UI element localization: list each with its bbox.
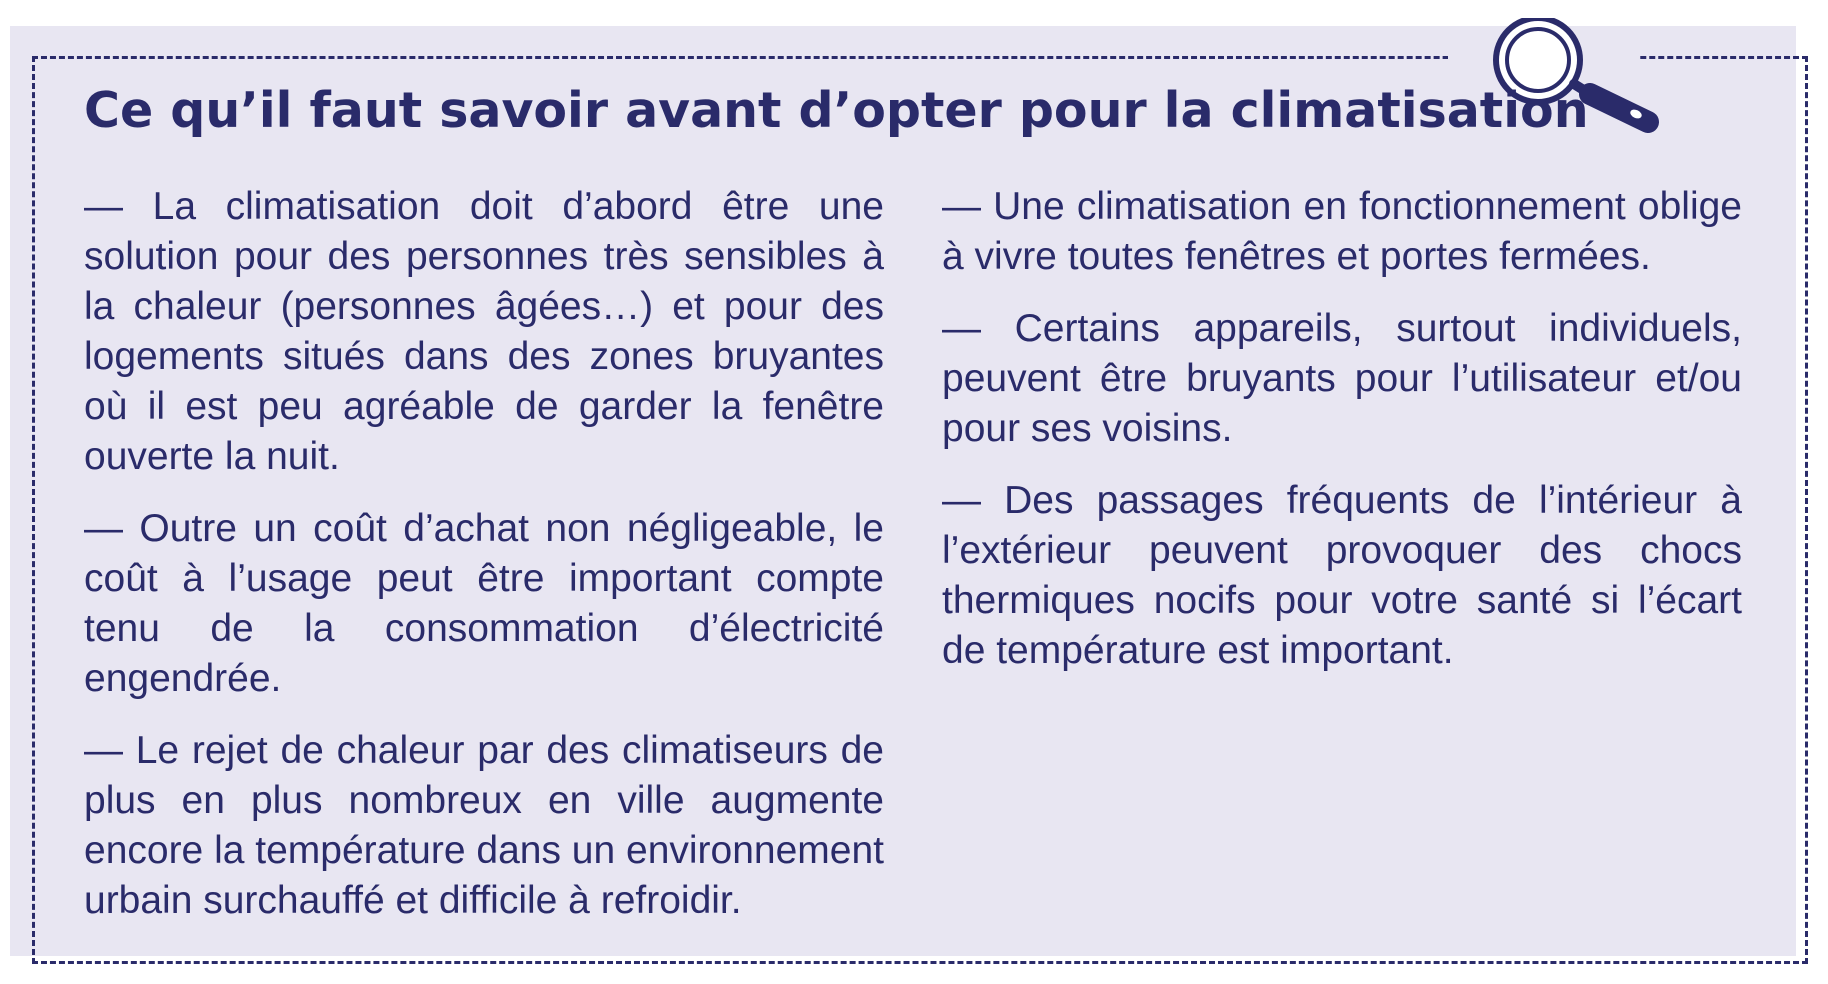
list-item: — Des passages fréquents de l’intérieur à l’extérieur peuvent provoquer des chocs thermiques nocifs pour votre santé si l’écart de température est important. xyxy=(942,479,1742,672)
list-item: — Outre un coût d’achat non négligeable, le coût à l’usage peut être important compte tenu de la consommation d’électricité engendrée. xyxy=(84,507,884,700)
right-column xyxy=(942,182,1742,698)
box-title: Ce qu’il faut savoir avant d’opter pour la climatisation xyxy=(84,82,1589,139)
list-item: — Le rejet de chaleur par des climatiseurs de plus en plus nombreux en ville augmente encore la température dans un environnement urbain surchauffé et difficile à refroidir. xyxy=(84,729,884,922)
list-item: — Une climatisation en fonctionnement oblige à vivre toutes fenêtres et portes fermées. xyxy=(942,185,1742,278)
list-item: — Certains appareils, surtout individuels, peuvent être bruyants pour l’utilisateur et/ou pour ses voisins. xyxy=(942,307,1742,450)
list-item: — La climatisation doit d’abord être une solution pour des personnes très sensibles à la chaleur (personnes âgées…) et pour des logements situés dans des zones bruyantes où il est peu agréable de garder la fenêtre ouverte la nuit. xyxy=(84,185,884,478)
left-column xyxy=(84,182,884,948)
